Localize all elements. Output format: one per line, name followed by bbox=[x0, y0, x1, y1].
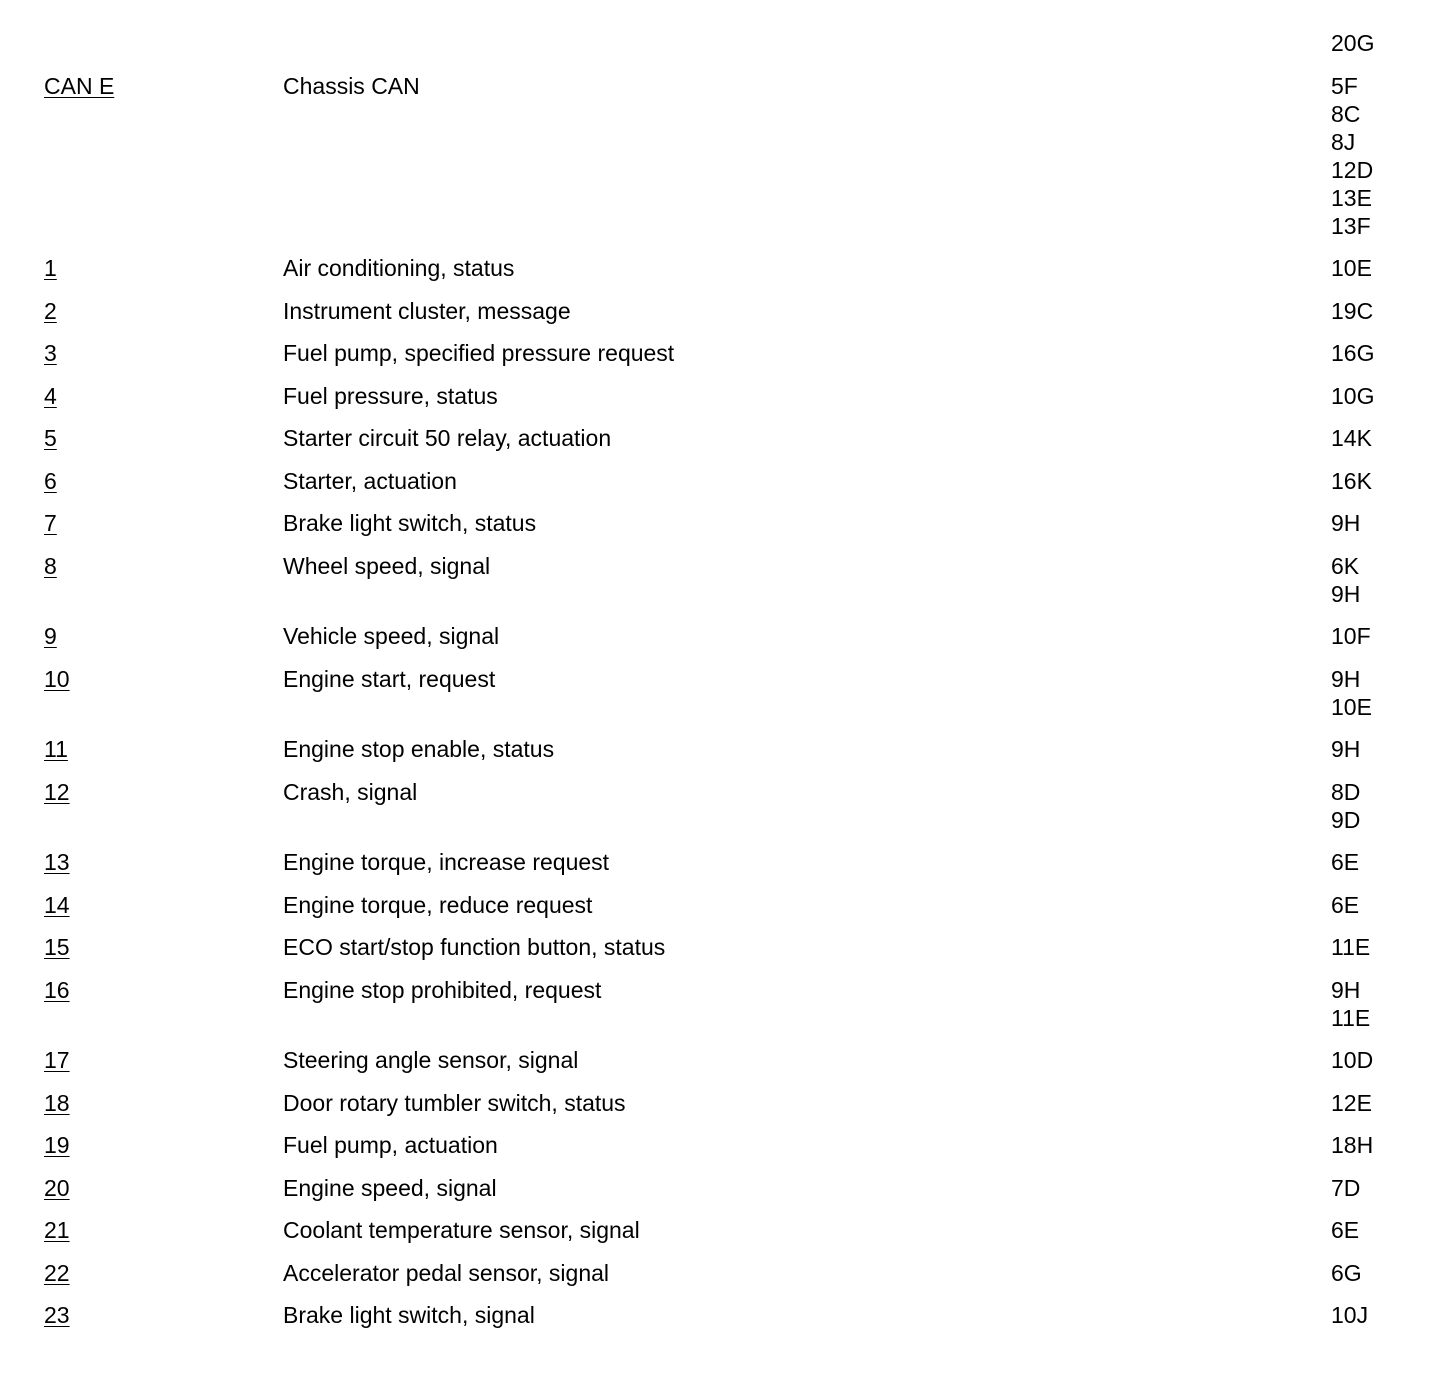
grid-ref: 9H bbox=[1331, 510, 1361, 536]
signal-description: Engine torque, increase request bbox=[283, 849, 610, 875]
grid-refs bbox=[1331, 891, 1359, 919]
grid-refs bbox=[1331, 509, 1360, 537]
grid-ref: 6E bbox=[1331, 849, 1360, 875]
grid-ref: 10J bbox=[1331, 1302, 1369, 1328]
grid-refs bbox=[1331, 665, 1372, 721]
grid-refs bbox=[1331, 622, 1371, 650]
signal-key-link[interactable]: 8 bbox=[44, 553, 57, 579]
signal-key-link[interactable]: 17 bbox=[44, 1047, 70, 1073]
grid-refs bbox=[1331, 467, 1372, 495]
grid-refs bbox=[1331, 339, 1374, 367]
signal-description: Crash, signal bbox=[283, 779, 418, 805]
signal-description: Steering angle sensor, signal bbox=[283, 1047, 579, 1073]
signal-description: Wheel speed, signal bbox=[283, 553, 491, 579]
grid-ref: 8D bbox=[1331, 779, 1361, 805]
signal-key-link[interactable]: 13 bbox=[44, 849, 70, 875]
grid-refs bbox=[1331, 297, 1373, 325]
grid-ref: 12E bbox=[1331, 1090, 1372, 1116]
signal-key-link[interactable]: 11 bbox=[44, 736, 68, 762]
signal-key-link[interactable]: 7 bbox=[44, 510, 57, 536]
signal-key-link[interactable]: 2 bbox=[44, 298, 57, 324]
grid-refs bbox=[1331, 848, 1359, 876]
signal-key-link[interactable]: 18 bbox=[44, 1090, 70, 1116]
grid-ref: 11E bbox=[1331, 934, 1371, 960]
signal-description: Engine stop prohibited, request bbox=[283, 977, 602, 1003]
signal-key-link[interactable]: 4 bbox=[44, 383, 57, 409]
signal-key-link[interactable]: CAN E bbox=[44, 73, 115, 99]
grid-ref: 13E bbox=[1331, 185, 1372, 211]
signal-key-link[interactable]: 3 bbox=[44, 340, 57, 366]
signal-description: Engine speed, signal bbox=[283, 1175, 497, 1201]
signal-description: Instrument cluster, message bbox=[283, 298, 571, 324]
signal-key-link[interactable]: 16 bbox=[44, 977, 70, 1003]
signal-description: Starter, actuation bbox=[283, 468, 457, 494]
grid-refs bbox=[1331, 1301, 1368, 1329]
signal-description: Door rotary tumbler switch, status bbox=[283, 1090, 626, 1116]
grid-ref: 19C bbox=[1331, 298, 1374, 324]
grid-refs bbox=[1331, 778, 1360, 834]
grid-refs bbox=[1331, 933, 1370, 961]
grid-refs bbox=[1331, 552, 1360, 608]
signal-description: Brake light switch, signal bbox=[283, 1302, 535, 1328]
grid-ref: 12D bbox=[1331, 157, 1374, 183]
grid-refs bbox=[1331, 1046, 1373, 1074]
signal-key-link[interactable]: 9 bbox=[44, 623, 57, 649]
grid-ref: 10G bbox=[1331, 383, 1375, 409]
signal-description: Brake light switch, status bbox=[283, 510, 537, 536]
signal-key-link[interactable]: 5 bbox=[44, 425, 57, 451]
grid-ref: 16K bbox=[1331, 468, 1372, 494]
signal-description: Fuel pressure, status bbox=[283, 383, 498, 409]
grid-refs bbox=[1331, 735, 1360, 763]
signal-description: Chassis CAN bbox=[283, 73, 420, 99]
grid-ref: 10D bbox=[1331, 1047, 1374, 1073]
grid-ref: 9D bbox=[1331, 807, 1361, 833]
signal-description: Coolant temperature sensor, signal bbox=[283, 1217, 640, 1243]
grid-ref: 9H bbox=[1331, 977, 1361, 1003]
signal-description: Fuel pump, actuation bbox=[283, 1132, 498, 1158]
signal-key-link[interactable]: 19 bbox=[44, 1132, 70, 1158]
signal-key-link[interactable]: 23 bbox=[44, 1302, 70, 1328]
signal-description: Air conditioning, status bbox=[283, 255, 515, 281]
grid-ref: 5F bbox=[1331, 73, 1358, 99]
signal-key-link[interactable]: 6 bbox=[44, 468, 57, 494]
signal-key-link[interactable]: 1 bbox=[44, 255, 57, 281]
grid-refs bbox=[1331, 72, 1373, 240]
grid-ref: 11E bbox=[1331, 1005, 1371, 1031]
signal-description: Starter circuit 50 relay, actuation bbox=[283, 425, 612, 451]
signal-description: ECO start/stop function button, status bbox=[283, 934, 666, 960]
grid-refs bbox=[1331, 1089, 1372, 1117]
grid-refs bbox=[1331, 424, 1372, 452]
signal-key-link[interactable]: 20 bbox=[44, 1175, 70, 1201]
signal-key-link[interactable]: 14 bbox=[44, 892, 70, 918]
grid-ref: 6K bbox=[1331, 553, 1360, 579]
grid-refs bbox=[1331, 1216, 1359, 1244]
signal-description: Engine torque, reduce request bbox=[283, 892, 593, 918]
grid-ref: 6G bbox=[1331, 1260, 1362, 1286]
signal-description: Engine stop enable, status bbox=[283, 736, 555, 762]
grid-refs bbox=[1331, 976, 1370, 1032]
signal-description: Fuel pump, specified pressure request bbox=[283, 340, 675, 366]
grid-refs bbox=[1331, 254, 1372, 282]
grid-ref: 9H bbox=[1331, 666, 1361, 692]
grid-refs bbox=[1331, 1131, 1373, 1159]
grid-ref: 9H bbox=[1331, 736, 1361, 762]
grid-ref: 6E bbox=[1331, 1217, 1360, 1243]
grid-ref: 10E bbox=[1331, 255, 1372, 281]
grid-ref: 10E bbox=[1331, 694, 1372, 720]
grid-ref: 7D bbox=[1331, 1175, 1361, 1201]
grid-ref: 18H bbox=[1331, 1132, 1374, 1158]
grid-ref: 6E bbox=[1331, 892, 1360, 918]
grid-ref: 16G bbox=[1331, 340, 1375, 366]
grid-ref: 8J bbox=[1331, 129, 1356, 155]
signal-key-link[interactable]: 12 bbox=[44, 779, 70, 805]
top-refs bbox=[1331, 29, 1374, 57]
signal-key-link[interactable]: 10 bbox=[44, 666, 70, 692]
signal-description: Accelerator pedal sensor, signal bbox=[283, 1260, 610, 1286]
grid-ref: 10F bbox=[1331, 623, 1371, 649]
grid-ref: 20G bbox=[1331, 30, 1375, 56]
signal-key-link[interactable]: 15 bbox=[44, 934, 70, 960]
grid-ref: 13F bbox=[1331, 213, 1371, 239]
signal-key-link[interactable]: 22 bbox=[44, 1260, 70, 1286]
signal-description: Vehicle speed, signal bbox=[283, 623, 500, 649]
signal-description: Engine start, request bbox=[283, 666, 496, 692]
grid-ref: 14K bbox=[1331, 425, 1372, 451]
grid-refs bbox=[1331, 1174, 1360, 1202]
grid-refs bbox=[1331, 1259, 1362, 1287]
grid-ref: 8C bbox=[1331, 101, 1361, 127]
grid-refs bbox=[1331, 382, 1374, 410]
signal-key-link[interactable]: 21 bbox=[44, 1217, 70, 1243]
grid-ref: 9H bbox=[1331, 581, 1361, 607]
